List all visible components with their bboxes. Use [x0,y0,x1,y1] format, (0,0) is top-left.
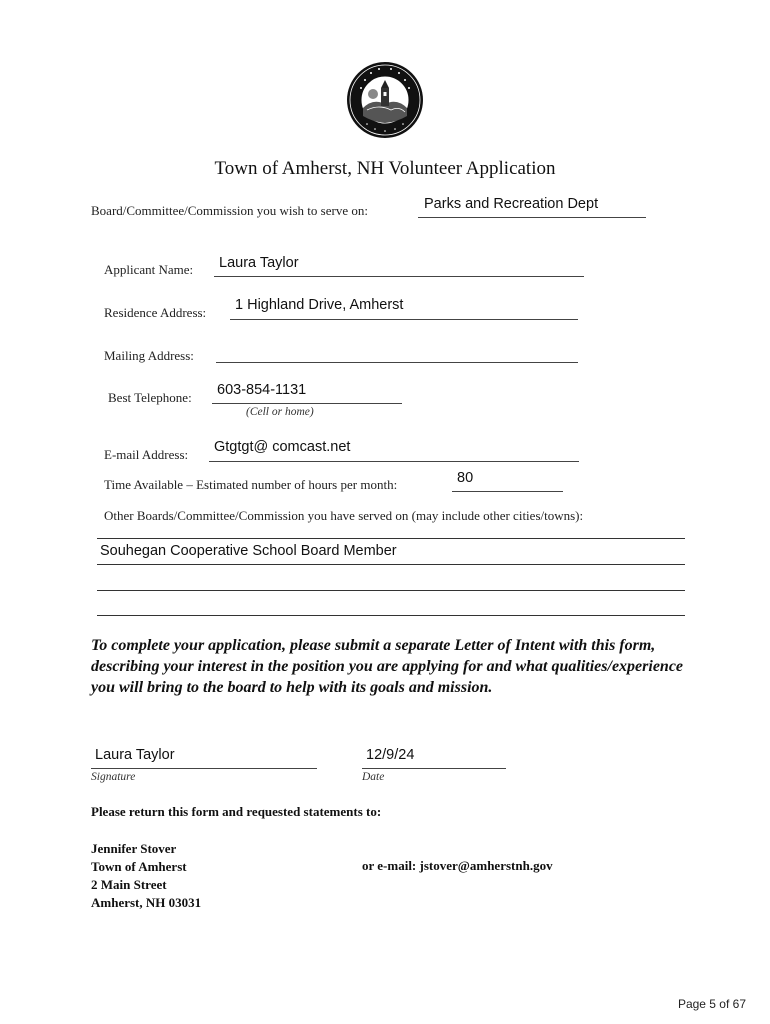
other-boards-label: Other Boards/Committee/Commission you have served on (may include other cities/towns): [104,508,584,523]
applicant-name-underline [214,276,584,277]
applicant-name-label: Applicant Name: [104,262,194,277]
applicant-name-field[interactable]: Laura Taylor [219,255,299,271]
email-underline [209,461,579,462]
board-field[interactable]: Parks and Recreation Dept [424,196,599,212]
other-boards-underline-3 [97,615,685,616]
other-boards-line-1[interactable]: Souhegan Cooperative School Board Member [100,543,397,559]
return-heading: Please return this form and requested statements to: [91,804,382,819]
residence-address-label: Residence Address: [104,305,207,320]
town-seal-graphic [345,60,425,140]
signature-underline [91,768,317,769]
contact-name: Jennifer Stover [91,841,177,856]
date-label: Date [362,771,385,783]
residence-address-field[interactable]: 1 Highland Drive, Amherst [235,297,404,313]
mailing-address-label: Mailing Address: [104,348,194,363]
time-available-label: Time Available – Estimated number of hours per month: [104,477,398,492]
page-number: Page 5 of 67 [677,997,746,1011]
board-label: Board/Committee/Commission you wish to serve on: [91,203,368,218]
telephone-label: Best Telephone: [108,390,192,405]
other-boards-underline-1 [97,564,685,565]
date-field[interactable]: 12/9/24 [366,747,415,763]
time-available-underline [452,491,563,492]
telephone-underline [212,403,402,404]
form-title: Town of Amherst, NH Volunteer Application [214,158,556,179]
telephone-note: (Cell or home) [246,406,314,418]
telephone-field[interactable]: 603-854-1131 [217,382,307,398]
contact-email[interactable]: or e-mail: jstover@amherstnh.gov [362,858,553,873]
other-boards-underline-2 [97,590,685,591]
signature-label: Signature [91,771,136,783]
time-available-field[interactable]: 80 [457,470,474,486]
contact-street: 2 Main Street [91,877,167,892]
email-label: E-mail Address: [104,447,189,462]
return-address [91,840,201,912]
board-underline [418,217,646,218]
other-boards-topline [97,538,685,539]
email-field[interactable]: Gtgtgt@ comcast.net [214,439,351,455]
letter-of-intent-notice: To complete your application, please submit a separate Letter of Intent with this form, describing your interest in the position you are applying for and what qualities/experience you will bring to the board to help with its goals and mission. [91,637,684,696]
residence-address-underline [230,319,578,320]
date-underline [362,768,506,769]
contact-city: Amherst, NH 03031 [91,895,202,910]
contact-org: Town of Amherst [91,859,187,874]
town-seal-logo [345,60,425,140]
signature-field[interactable]: Laura Taylor [95,747,175,763]
mailing-address-underline [216,362,578,363]
